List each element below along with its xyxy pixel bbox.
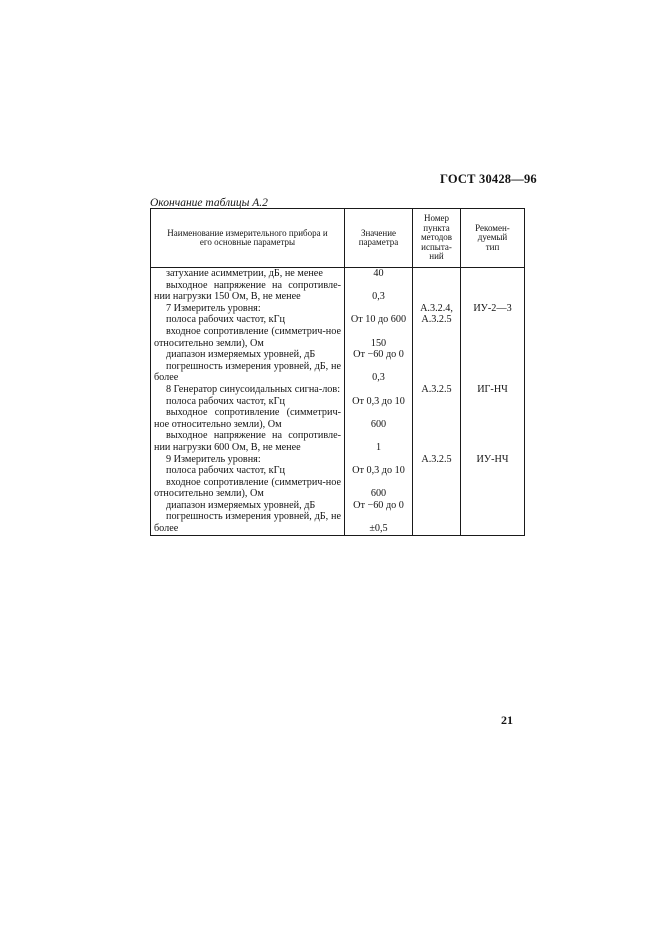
row-clause-cell (413, 430, 461, 453)
row-type-cell (461, 280, 525, 303)
row-name-cell: погрешность измерения уровней, дБ, не более (151, 361, 345, 384)
page-number: 21 (501, 713, 513, 727)
row-type-cell (461, 500, 525, 512)
row-type-cell (461, 326, 525, 349)
header-clause: Номер пункта методов испыта-ний (413, 209, 461, 268)
row-clause-cell (413, 465, 461, 477)
row-clause-cell (413, 268, 461, 280)
row-type-cell (461, 268, 525, 280)
row-type-cell (461, 477, 525, 500)
row-clause-cell (413, 500, 461, 512)
table-row (151, 326, 525, 349)
row-name-cell: 9 Измеритель уровня: (151, 454, 345, 466)
header-name: Наименование измерительного прибора и его основные параметры (151, 209, 345, 268)
row-name-cell: выходное напряжение на сопротивле-нии нагрузки 150 Ом, В, не менее (151, 280, 345, 303)
row-name-cell: 8 Генератор синусоидальных сигна-лов: (151, 384, 345, 396)
row-clause-cell (413, 396, 461, 408)
document-code: ГОСТ 30428—96 (440, 172, 537, 186)
row-value-cell: От 0,3 до 10 (345, 396, 413, 408)
row-name-cell: выходное сопротивление (симметрич-ное относительно земли), Ом (151, 407, 345, 430)
row-value-cell: 150 (345, 326, 413, 349)
table-row (151, 384, 525, 396)
row-clause-cell: А.3.2.5 (413, 454, 461, 466)
row-value-cell: 0,3 (345, 280, 413, 303)
row-type-cell: ИГ-НЧ (461, 384, 525, 396)
parameters-table (150, 208, 525, 536)
row-name-cell: диапазон измеряемых уровней, дБ (151, 500, 345, 512)
row-value-cell: От −60 до 0 (345, 500, 413, 512)
row-clause-cell (413, 511, 461, 535)
row-clause-cell: А.3.2.5 (413, 384, 461, 396)
row-clause-cell (413, 349, 461, 361)
row-name-cell: входное сопротивление (симметрич-ное относительно земли), Ом (151, 326, 345, 349)
table-row (151, 407, 525, 430)
row-type-cell (461, 430, 525, 453)
header-value: Значение параметра (345, 209, 413, 268)
row-clause-cell (413, 361, 461, 384)
row-value-cell: От −60 до 0 (345, 349, 413, 361)
row-value-cell: 40 (345, 268, 413, 280)
table-container (150, 208, 524, 536)
row-name-cell: полоса рабочих частот, кГц (151, 396, 345, 408)
table-row (151, 314, 525, 326)
table-row (151, 280, 525, 303)
row-value-cell: 600 (345, 477, 413, 500)
row-value-cell (345, 384, 413, 396)
table-row (151, 477, 525, 500)
table-row (151, 303, 525, 315)
table-row (151, 361, 525, 384)
row-clause-cell (413, 326, 461, 349)
row-name-cell: диапазон измеряемых уровней, дБ (151, 349, 345, 361)
row-type-cell (461, 396, 525, 408)
row-type-cell (461, 465, 525, 477)
row-clause-cell: А.3.2.4, (413, 303, 461, 315)
row-name-cell: затухание асимметрии, дБ, не менее (151, 268, 345, 280)
row-type-cell (461, 407, 525, 430)
row-value-cell: 0,3 (345, 361, 413, 384)
row-type-cell (461, 314, 525, 326)
row-clause-cell (413, 407, 461, 430)
row-name-cell: полоса рабочих частот, кГц (151, 314, 345, 326)
table-row (151, 268, 525, 280)
row-type-cell (461, 511, 525, 535)
row-name-cell: входное сопротивление (симметрич-ное относительно земли), Ом (151, 477, 345, 500)
row-value-cell: От 0,3 до 10 (345, 465, 413, 477)
table-row (151, 465, 525, 477)
table-row (151, 349, 525, 361)
row-name-cell: полоса рабочих частот, кГц (151, 465, 345, 477)
row-name-cell: погрешность измерения уровней, дБ, не более (151, 511, 345, 535)
table-row (151, 454, 525, 466)
row-value-cell: 600 (345, 407, 413, 430)
table-body (151, 268, 525, 536)
row-value-cell: От 10 до 600 (345, 314, 413, 326)
header-type: Рекомен-дуемый тип (461, 209, 525, 268)
row-type-cell (461, 349, 525, 361)
row-name-cell: выходное напряжение на сопротивле-нии нагрузки 600 Ом, В, не менее (151, 430, 345, 453)
table-row (151, 511, 525, 535)
row-value-cell: ±0,5 (345, 511, 413, 535)
row-clause-cell: А.3.2.5 (413, 314, 461, 326)
table-row (151, 430, 525, 453)
row-type-cell (461, 361, 525, 384)
row-type-cell: ИУ-НЧ (461, 454, 525, 466)
row-value-cell (345, 454, 413, 466)
table-row (151, 396, 525, 408)
row-type-cell: ИУ-2—3 (461, 303, 525, 315)
table-row (151, 500, 525, 512)
row-value-cell: 1 (345, 430, 413, 453)
row-value-cell (345, 303, 413, 315)
row-clause-cell (413, 280, 461, 303)
row-name-cell: 7 Измеритель уровня: (151, 303, 345, 315)
row-clause-cell (413, 477, 461, 500)
table-caption: Окончание таблицы А.2 (150, 197, 268, 209)
